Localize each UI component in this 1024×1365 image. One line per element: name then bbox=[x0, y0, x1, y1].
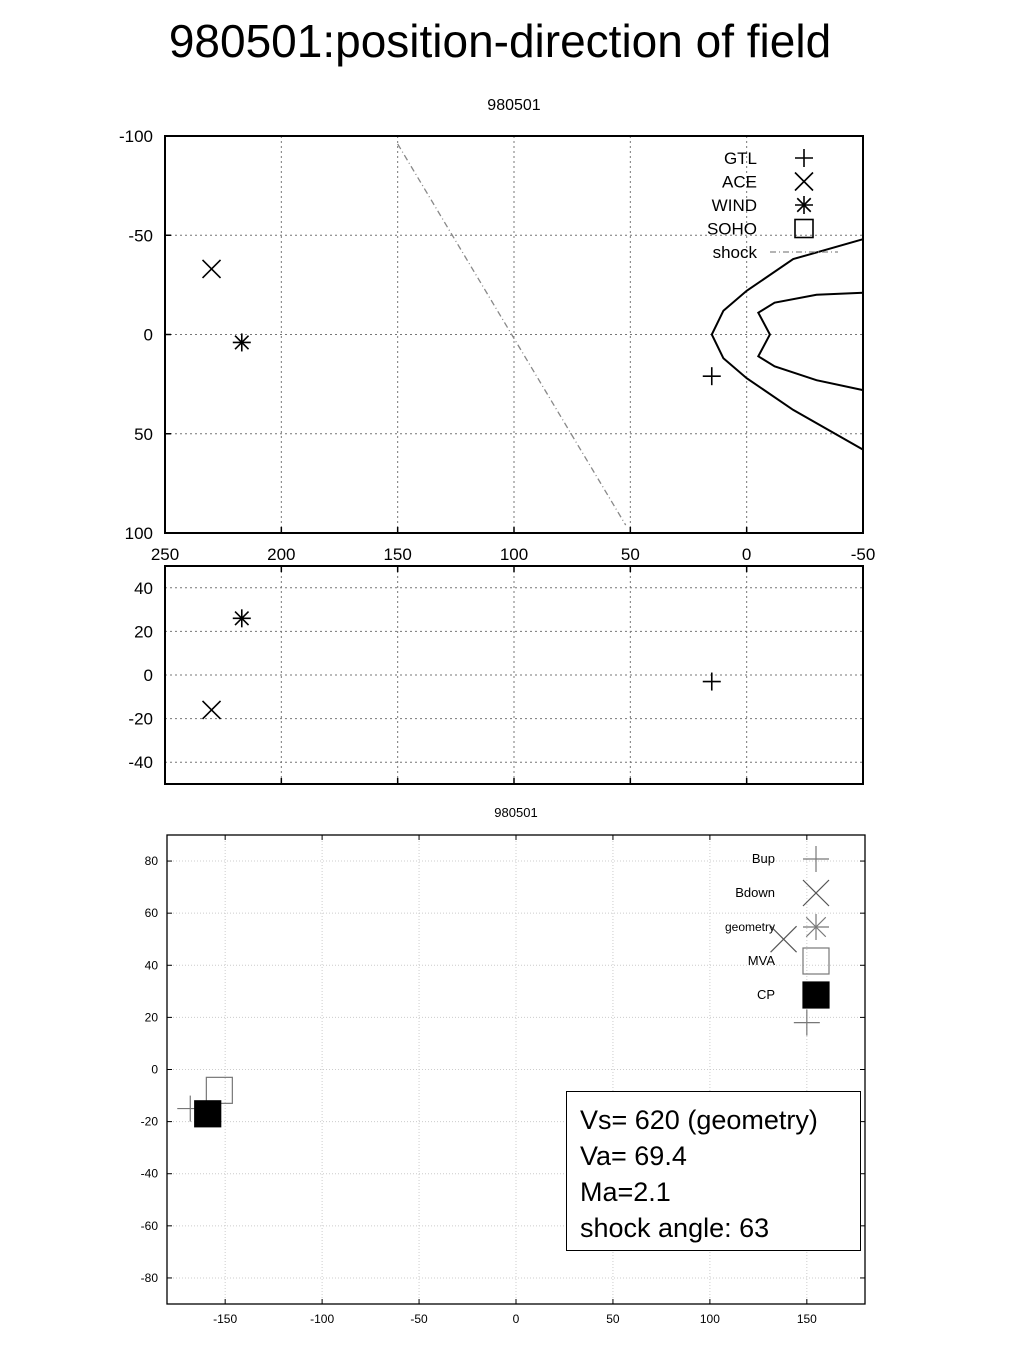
x-tick-label: -50 bbox=[410, 1312, 428, 1326]
x-tick-label: 250 bbox=[150, 545, 180, 564]
annotation-line: Vs= 620 (geometry) bbox=[580, 1105, 818, 1135]
y-tick-label: -20 bbox=[140, 1114, 158, 1129]
y-tick-label: 40 bbox=[134, 578, 153, 598]
legend-label: SOHO bbox=[706, 219, 757, 239]
x-tick-label: 100 bbox=[699, 1312, 720, 1326]
y-tick-label: 60 bbox=[144, 906, 158, 921]
legend-label: shock bbox=[712, 243, 757, 262]
annotation-line: Ma=2.1 bbox=[580, 1177, 671, 1207]
y-tick-label: 40 bbox=[144, 958, 158, 973]
x-tick-label: 200 bbox=[267, 545, 296, 564]
y-tick-label: 0 bbox=[143, 325, 153, 345]
legend-label: CP bbox=[756, 987, 775, 1002]
y-tick-label: -20 bbox=[128, 709, 153, 729]
legend-label: GTL bbox=[723, 149, 757, 168]
y-tick-label: 0 bbox=[143, 666, 153, 685]
y-tick-label: -50 bbox=[128, 226, 153, 246]
x-tick-label: 0 bbox=[741, 545, 752, 564]
y-tick-label: 20 bbox=[144, 1010, 158, 1025]
y-tick-label: -40 bbox=[140, 1166, 158, 1181]
bow-shock-curve bbox=[712, 239, 863, 449]
y-tick-label: -60 bbox=[140, 1218, 158, 1233]
legend-label: WIND bbox=[711, 196, 757, 215]
x-tick-label: 0 bbox=[512, 1312, 520, 1326]
x-tick-label: 100 bbox=[499, 545, 529, 564]
x-tick-label: -50 bbox=[850, 545, 876, 564]
magnetopause-curve bbox=[758, 293, 863, 390]
shock-parameters-box bbox=[566, 1091, 861, 1251]
position-plot-xy bbox=[119, 97, 875, 564]
y-tick-label: 80 bbox=[144, 854, 158, 869]
position-plot-xz bbox=[128, 566, 863, 784]
x-tick-label: 50 bbox=[620, 545, 640, 564]
x-tick-label: -100 bbox=[310, 1312, 335, 1326]
marker-square bbox=[206, 1077, 232, 1103]
x-tick-label: 150 bbox=[796, 1312, 817, 1326]
annotation-line: Va= 69.4 bbox=[580, 1141, 687, 1171]
x-tick-label: 150 bbox=[383, 545, 412, 564]
x-tick-label: 50 bbox=[606, 1312, 620, 1326]
y-tick-label: 50 bbox=[134, 424, 153, 444]
y-tick-label: -40 bbox=[128, 753, 153, 773]
y-tick-label: 20 bbox=[134, 622, 153, 642]
legend-label: Bup bbox=[751, 851, 775, 866]
annotation-line: shock angle: 63 bbox=[580, 1213, 770, 1243]
legend-label: MVA bbox=[747, 953, 775, 968]
marker-filled-square bbox=[803, 982, 829, 1008]
legend-label: Bdown bbox=[735, 885, 775, 900]
y-tick-label: 0 bbox=[151, 1062, 158, 1077]
marker-filled-square bbox=[195, 1101, 221, 1127]
y-tick-label: -100 bbox=[118, 127, 153, 146]
y-tick-label: 100 bbox=[124, 524, 153, 543]
legend-label: ACE bbox=[722, 172, 757, 192]
slide-title: 980501:position-direction of field bbox=[168, 15, 832, 67]
plot-frame bbox=[165, 136, 863, 533]
x-tick-label: -150 bbox=[213, 1312, 238, 1326]
y-tick-label: -80 bbox=[140, 1270, 158, 1285]
plot-title: 980501 bbox=[487, 97, 541, 114]
plot-title: 980501 bbox=[494, 805, 538, 820]
legend-label: geometry bbox=[724, 920, 775, 934]
